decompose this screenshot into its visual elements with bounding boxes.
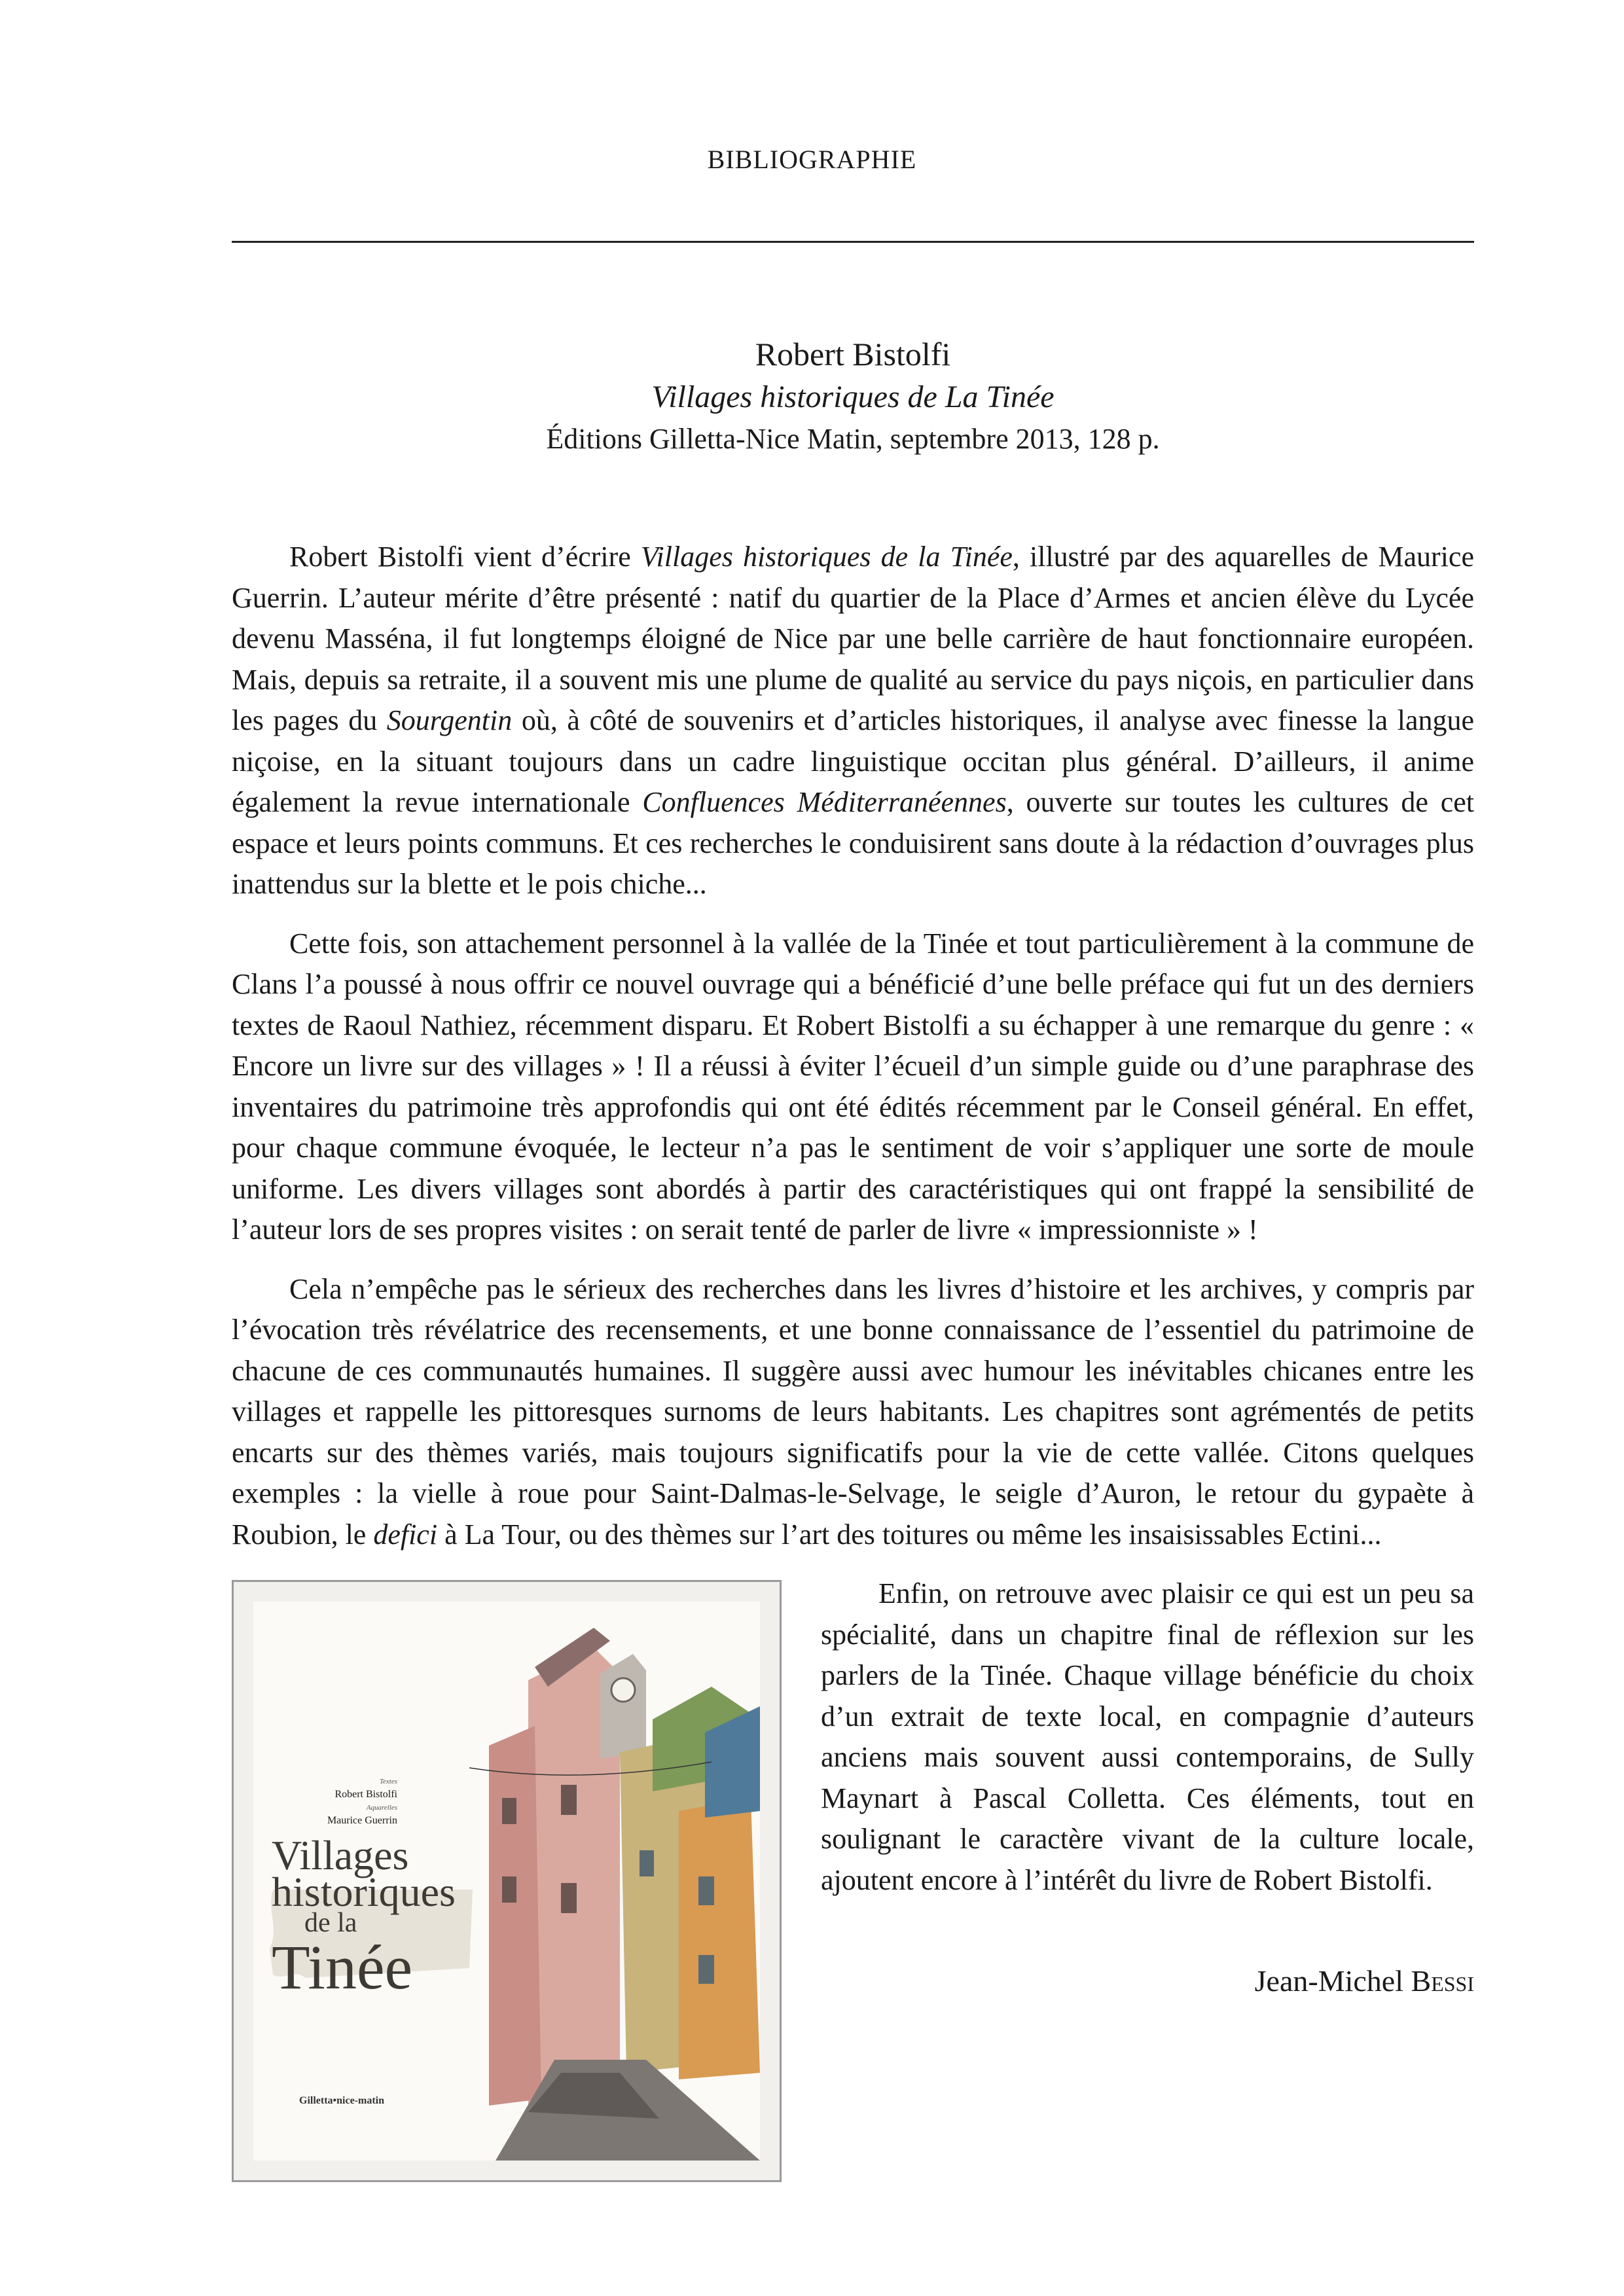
text-run: , illustré par des aquarelles de Maurice Guerrin. L’auteur mérite d’être présenté : natif du quartier de la Place d’Armes et ancien élève du Lycée devenu Masséna, il fut longtemps éloigné de Nice par une belle carrière de haut fonctionnaire européen. Mais, depuis sa retraite, il a souvent mis une plume de qualité au service du pays niçois, en particulier dans les pages du [232,541,1474,736]
header-rule [232,241,1474,243]
text-run: où, à côté de souvenirs et d’articles historiques, il analyse avec finesse la langue niçoise, en la situant toujours dans un cadre linguistique occitan plus général. D’ailleurs, il anime également la revue internationale [232,704,1474,818]
cover-texts-label: Textes [379,1778,397,1785]
book-reference [232,332,1474,459]
cover-page [253,1602,760,2161]
paragraph-3 [232,1269,1474,1556]
cover-title-line: Tinée [272,1932,413,2002]
cover-publisher: Gilletta•nice-matin [299,2094,385,2106]
running-header: BIBLIOGRAPHIE [707,145,917,174]
signature-last-name: Bessi [1411,1964,1474,1998]
text-run: à La Tour, ou des thèmes sur l’art des toitures ou même les insaisissables Ectini... [437,1518,1382,1551]
signature-first-name: Jean-Michel [1254,1964,1411,1998]
review-signature [1255,1964,1474,1998]
italic-term: defici [373,1518,438,1551]
cover-credits [293,1775,397,1827]
paragraph-4: Enfin, on retrouve avec plaisir ce qui est un peu sa spécialité, dans un chapitre final de réflexion sur les parlers de la Tinée. Chaque village bénéficie du choix d’un extrait de texte local, en compagnie d’auteurs anciens mais souvent aussi contemporains, de Sully Maynart à Pascal Colletta. Ces éléments, tout en soulignant le caractère vivant de la culture locale, ajoutent encore à l’intérêt du livre de Robert Bistolfi. [821,1577,1474,1896]
cover-title [272,1832,456,2002]
reference-author: Robert Bistolfi [755,336,951,372]
italic-book-title: Villages historiques de la Tinée [640,541,1013,573]
text-run: , ouverte sur toutes les cultures de cet espace et leurs points communs. Et ces recherches le conduisirent sans doute à la rédaction d’ouvrages plus inattendus sur la blette et le pois chiche... [232,786,1474,900]
paragraph-1 [232,537,1474,905]
paragraph-2: Cette fois, son attachement personnel à la vallée de la Tinée et tout particulièrement à la commune de Clans l’a poussé à nous offrir ce nouvel ouvrage qui a bénéficié d’une belle préface qui fut un des derniers textes de Raoul Nathiez, récemment disparu. Et Robert Bistolfi a su échapper à une remarque du genre : « Encore un livre sur des villages » ! Il a réussi à éviter l’écueil d’un simple guide ou d’une paraphrase des inventaires du patrimoine très approfondis qui ont été édités récemment par le Conseil général. En effet, pour chaque commune évoquée, le lecteur n’a pas le sentiment de voir s’appliquer une sorte de moule uniforme. Les divers villages sont abordés à partir des caractéristiques qui ont frappé la sensibilité de l’auteur lors de ses propres visites : on serait tenté de parler de livre « impressionniste » ! [232,927,1474,1246]
cover-illustrator: Maurice Guerrin [327,1815,397,1826]
cover-illustrations-label: Aquarelles [366,1804,397,1812]
italic-journal-title: Confluences Méditerranéennes [642,786,1007,818]
text-run: Robert Bistolfi vient d’écrire [289,541,641,573]
cover-title-line: Villages [272,1832,409,1878]
italic-journal-title: Sourgentin [386,704,513,736]
text-run: Cela n’empêche pas le sérieux des recherches dans les livres d’histoire et les archives, y compris par l’évocation très révélatrice des recensements, et une bonne connaissance de l’essentiel du patrimoine de chacune de ces communautés humaines. Il suggère aussi avec humour les inévitables chicanes entre les villages et rappelle les pittoresques surnoms de leurs habitants. Les chapitres sont agrémentés de petits encarts sur des thèmes variés, mais toujours significatifs pour la vie de cette vallée. Citons quelques exemples : la vielle à roue pour Saint-Dalmas-le-Selvage, le seigle d’Auron, le retour du gypaète à Roubion, le [232,1272,1474,1551]
reference-publication: Éditions Gilletta-Nice Matin, septembre 2013, 128 p. [546,423,1160,455]
review-body [232,537,1474,2195]
cover-title-line: historiques [272,1869,456,1915]
cover-title-line: de la [304,1908,357,1938]
book-cover-image [232,1580,782,2182]
reference-title: Villages historiques de La Tinée [651,380,1055,414]
cover-author: Robert Bistolfi [334,1789,397,1800]
